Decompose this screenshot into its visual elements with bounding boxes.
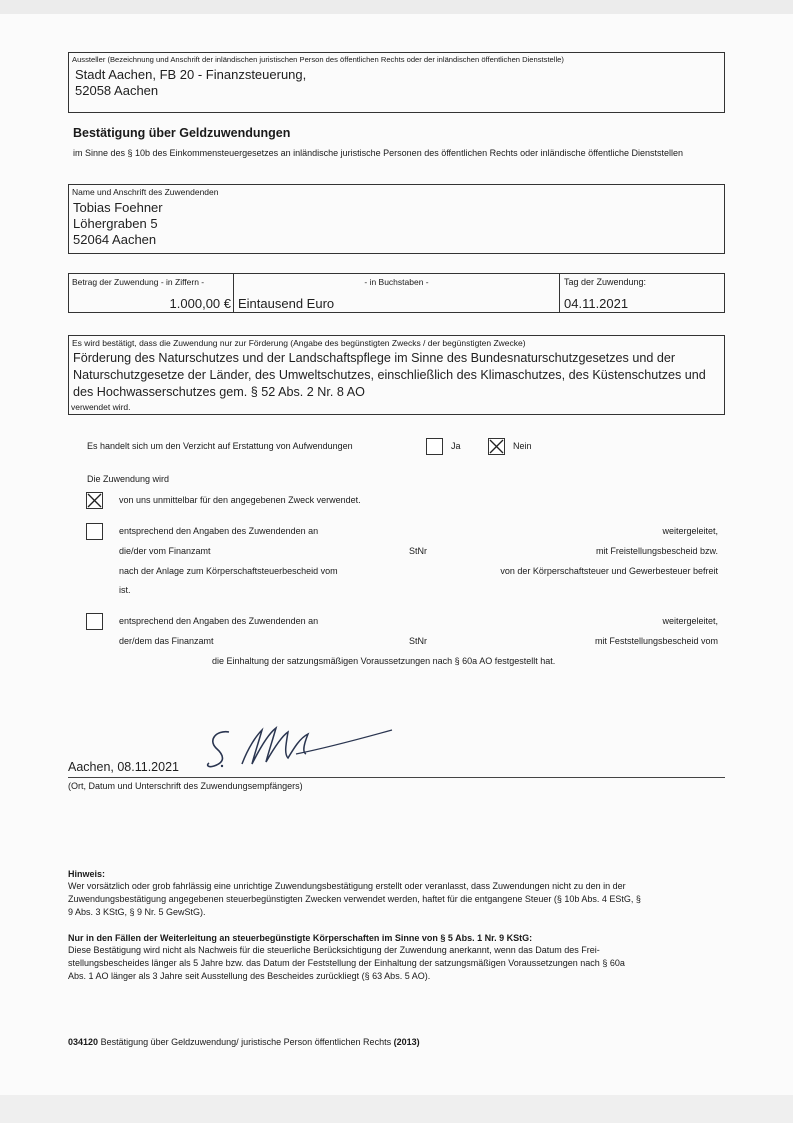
form-footer <box>68 1037 420 1047</box>
issuer-box <box>68 52 725 113</box>
donor-street: Löhergraben 5 <box>73 216 158 231</box>
form-year: (2013) <box>393 1037 420 1047</box>
usage-opt2-l1: entsprechend den Angaben des Zuwendenden an <box>119 526 319 536</box>
donation-date-label: Tag der Zuwendung: <box>564 277 647 287</box>
usage-opt1-label: von uns unmittelbar für den angegebenen Zweck verwendet. <box>119 495 361 505</box>
issuer-label: Aussteller (Bezeichnung und Anschrift der inländischen juristischen Person des öffentlichen Rechts oder der inländischen öffentlichen Dienststelle) <box>72 55 564 64</box>
purpose-line2: Naturschutzgesetze der Länder, des Umweltschutzes, einschließlich des Klimaschutzes, des Küstenschutzes und <box>73 368 706 382</box>
issuer-line2: 52058 Aachen <box>75 83 159 98</box>
purpose-used: verwendet wird. <box>71 402 131 412</box>
notice-heading: Hinweis: <box>68 869 106 879</box>
usage-opt3-r2: mit Feststellungsbescheid vom <box>594 636 718 646</box>
waiver-no-checkbox[interactable] <box>488 438 505 455</box>
signature-caption: (Ort, Datum und Unterschrift des Zuwendungsempfängers) <box>68 781 303 791</box>
amount-digits-value: 1.000,00 € <box>169 296 231 311</box>
usage-opt2-l4: ist. <box>119 585 131 595</box>
amount-digits-box <box>68 273 233 313</box>
usage-opt3-checkbox[interactable] <box>86 613 103 630</box>
signature-scribble <box>196 718 396 778</box>
checkmark-x-icon <box>87 493 102 508</box>
scan-top-band <box>0 0 793 14</box>
signature-line <box>68 777 725 778</box>
notice-text3: 9 Abs. 3 KStG, § 9 Nr. 5 GewStG). <box>68 907 206 917</box>
donor-box <box>68 184 725 254</box>
checkmark-x-icon <box>489 439 504 454</box>
scan-bottom-band <box>0 1095 793 1123</box>
donor-city: 52064 Aachen <box>73 232 157 247</box>
notice-text1: Wer vorsätzlich oder grob fahrlässig eine unrichtige Zuwendungsbestätigung erstellt oder veranlasst, dass Zuwendungen nicht zu den in der <box>68 881 626 891</box>
usage-opt2-checkbox[interactable] <box>86 523 103 540</box>
waiver-question: Es handelt sich um den Verzicht auf Erstattung von Aufwendungen <box>87 441 353 451</box>
notice-text4: Diese Bestätigung wird nicht als Nachweis für die steuerliche Berücksichtigung der Zuwendung anerkannt, wenn das Datum des Frei- <box>68 945 600 955</box>
purpose-line3: des Hochwasserschutzes gem. § 52 Abs. 2 Nr. 8 AO <box>73 385 365 399</box>
amount-words-box <box>233 273 560 313</box>
usage-opt2-l3: nach der Anlage zum Körperschaftsteuerbescheid vom <box>119 566 338 576</box>
donation-date-value: 04.11.2021 <box>564 296 629 311</box>
usage-opt2-l2: die/der vom Finanzamt <box>119 546 211 556</box>
signature-place-date: Aachen, 08.11.2021 <box>68 760 179 774</box>
notice-heading2: Nur in den Fällen der Weiterleitung an steuerbegünstigte Körperschaften im Sinne von § 5 Abs. 1 Nr. 9 KStG: <box>68 933 533 943</box>
usage-opt3-l1: entsprechend den Angaben des Zuwendenden an <box>119 616 319 626</box>
purpose-line1: Förderung des Naturschutzes und der Landschaftspflege im Sinne des Bundesnaturschutzgesetzes und der <box>73 351 676 365</box>
form-code: 034120 <box>68 1037 99 1047</box>
usage-opt3-l2: der/dem das Finanzamt <box>119 636 214 646</box>
notice-text2: Zuwendungsbestätigung angegebenen steuerbegünstigten Zwecken verwendet werden, haftet für die entgangene Steuer (§ 10b Abs. 4 EStG, § <box>68 894 641 904</box>
usage-opt3-l3: die Einhaltung der satzungsmäßigen Voraussetzungen nach § 60a AO festgestellt hat. <box>212 656 556 666</box>
amount-words-label: - in Buchstaben - <box>364 277 429 287</box>
form-footer-text: Bestätigung über Geldzuwendung/ juristische Person öffentlichen Rechts <box>100 1037 392 1047</box>
usage-opt2-m2: StNr <box>409 546 427 556</box>
issuer-line1: Stadt Aachen, FB 20 - Finanzsteuerung, <box>75 67 307 82</box>
usage-opt1-checkbox[interactable] <box>86 492 103 509</box>
purpose-label: Es wird bestätigt, dass die Zuwendung nur zur Förderung (Angabe des begünstigten Zwecks / der begünstigten Zwecke) <box>72 338 526 348</box>
usage-opt2-r2: mit Freistellungsbescheid bzw. <box>595 546 718 556</box>
notice-text6: Abs. 1 AO länger als 3 Jahre seit Ausstellung des Bescheides zurückliegt (§ 63 Abs. 5 AO). <box>68 971 431 981</box>
donation-date-box <box>560 273 725 313</box>
donor-name: Tobias Foehner <box>73 200 163 215</box>
amount-words-value: Eintausend Euro <box>238 296 335 311</box>
page-subtitle: im Sinne des § 10b des Einkommensteuergesetzes an inländische juristische Personen des öffentlichen Rechts oder inländische öffentliche Dienststellen <box>73 148 684 158</box>
usage-opt2-r1: weitergeleitet, <box>662 526 718 536</box>
amount-digits-label: Betrag der Zuwendung - in Ziffern - <box>72 277 205 287</box>
usage-opt2-r3: von der Körperschaftsteuer und Gewerbesteuer befreit <box>500 566 718 576</box>
waiver-yes-checkbox[interactable] <box>426 438 443 455</box>
usage-intro: Die Zuwendung wird <box>87 474 170 484</box>
purpose-box <box>68 335 725 415</box>
usage-opt3-r1: weitergeleitet, <box>662 616 718 626</box>
waiver-yes-label: Ja <box>451 441 461 451</box>
donor-label: Name und Anschrift des Zuwendenden <box>72 187 219 197</box>
usage-opt3-m2: StNr <box>409 636 427 646</box>
waiver-no-label: Nein <box>513 441 532 451</box>
page-title: Bestätigung über Geldzuwendungen <box>73 126 291 140</box>
notice-text5: stellungsbescheides länger als 5 Jahre bzw. das Datum der Feststellung der Einhaltung der satzungsmäßigen Voraussetzungen nach § 60a <box>68 958 625 968</box>
